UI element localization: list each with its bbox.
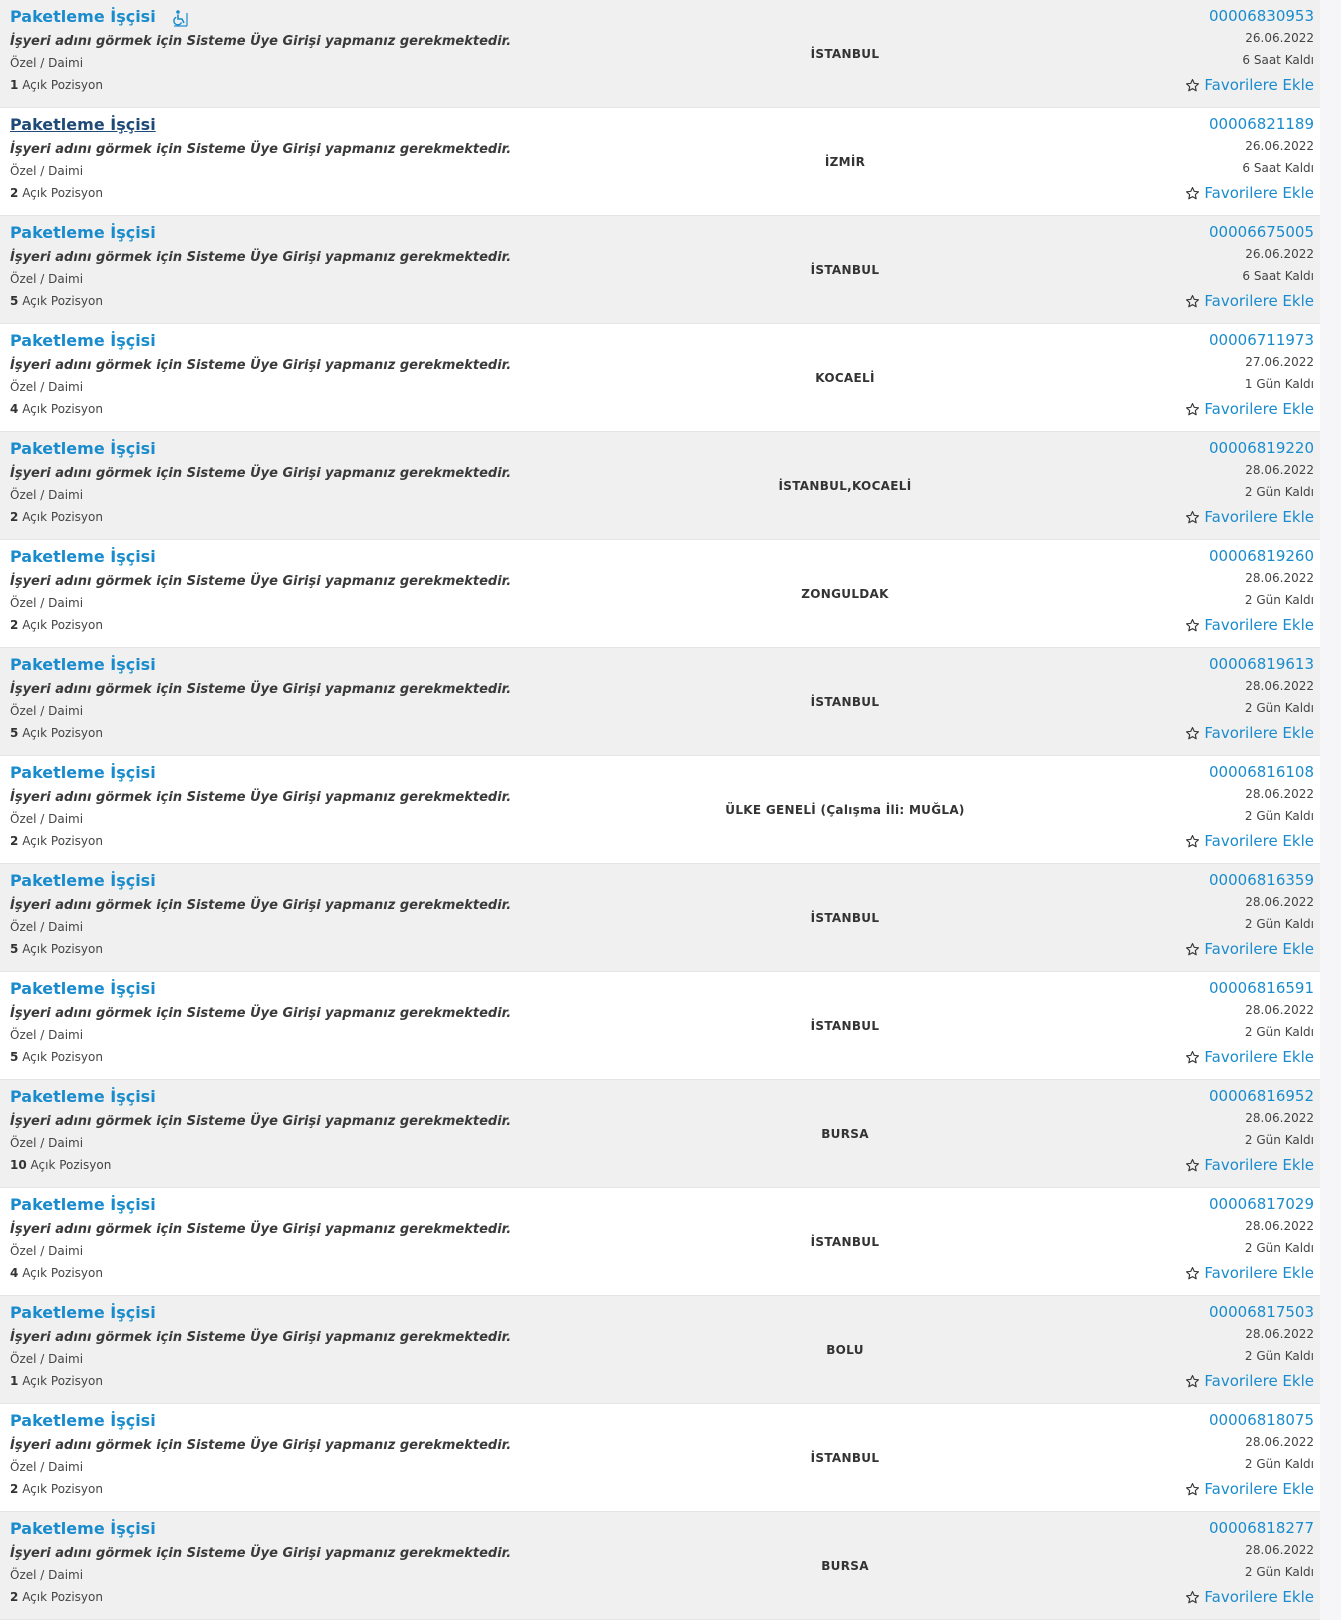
listing-id-link[interactable]: 00006819260 [1209,547,1314,565]
job-city: BURSA [821,1127,869,1141]
job-city: BOLU [826,1343,864,1357]
listing-info [10,978,730,1066]
open-positions-count: 4 [10,402,19,416]
listing-id-link[interactable]: 00006817503 [1209,1303,1314,1321]
job-listing-row [0,216,1320,324]
listing-id-link[interactable]: 00006830953 [1209,7,1314,25]
employment-type: Özel / Daimi [10,1028,84,1042]
employer-notice: İşyeri adını görmek için Sisteme Üye Girişi yapmanız gerekmektedir. [10,34,512,49]
star-outline-icon [1185,510,1200,525]
job-title-link[interactable]: Paketleme İşçisi [10,979,156,998]
open-positions-label: Açık Pozisyon [22,186,103,200]
time-remaining: 2 Gün Kaldı [1244,593,1314,607]
open-positions [10,941,730,958]
listing-date: 28.06.2022 [1245,895,1314,909]
job-city: ZONGULDAK [801,587,889,601]
listing-info [10,330,730,418]
listing-date: 28.06.2022 [1245,1111,1314,1125]
listing-meta [1094,222,1314,313]
job-listing-row [0,432,1320,540]
open-positions-count: 4 [10,1266,19,1280]
open-positions-label: Açık Pozisyon [22,402,103,416]
star-outline-icon [1185,1050,1200,1065]
add-to-favorites-label: Favorilere Ekle [1204,940,1314,958]
listing-meta [1094,438,1314,529]
add-to-favorites-label: Favorilere Ekle [1204,184,1314,202]
employer-notice: İşyeri adını görmek için Sisteme Üye Girişi yapmanız gerekmektedir. [10,682,512,697]
listing-date: 28.06.2022 [1245,1219,1314,1233]
time-remaining: 2 Gün Kaldı [1244,1133,1314,1147]
listing-date: 28.06.2022 [1245,571,1314,585]
open-positions-count: 5 [10,1050,19,1064]
listing-info [10,870,730,958]
employment-type: Özel / Daimi [10,164,84,178]
employment-type: Özel / Daimi [10,1568,84,1582]
open-positions-label: Açık Pozisyon [30,1158,112,1172]
open-positions-label: Açık Pozisyon [22,294,103,308]
add-to-favorites-label: Favorilere Ekle [1204,616,1314,634]
time-remaining: 2 Gün Kaldı [1244,1349,1314,1363]
listing-info [10,1086,730,1174]
add-to-favorites-label: Favorilere Ekle [1204,292,1314,310]
add-to-favorites-label: Favorilere Ekle [1204,1156,1314,1174]
open-positions-label: Açık Pozisyon [22,1590,103,1604]
job-title-link[interactable]: Paketleme İşçisi [10,1303,156,1322]
time-remaining: 1 Gün Kaldı [1244,377,1314,391]
time-remaining: 6 Saat Kaldı [1242,269,1314,283]
employment-type: Özel / Daimi [10,812,84,826]
open-positions-count: 2 [10,1482,19,1496]
employer-notice: İşyeri adını görmek için Sisteme Üye Girişi yapmanız gerekmektedir. [10,1546,512,1561]
job-listing-row [0,540,1320,648]
open-positions-count: 5 [10,942,19,956]
listing-meta [1094,1194,1314,1285]
job-title-link[interactable]: Paketleme İşçisi [10,1411,156,1430]
open-positions [10,1157,730,1174]
job-listing-row [0,108,1320,216]
wheelchair-icon [171,9,189,27]
add-to-favorites-label: Favorilere Ekle [1204,1372,1314,1390]
star-outline-icon [1185,186,1200,201]
time-remaining: 2 Gün Kaldı [1244,917,1314,931]
listing-date: 28.06.2022 [1245,1543,1314,1557]
star-outline-icon [1185,618,1200,633]
employment-type: Özel / Daimi [10,56,84,70]
listing-id-link[interactable]: 00006816952 [1209,1087,1314,1105]
listing-info [10,438,730,526]
job-listing-row [0,1188,1320,1296]
open-positions-count: 1 [10,78,19,92]
open-positions-count: 2 [10,1590,19,1604]
add-to-favorites-label: Favorilere Ekle [1204,76,1314,94]
employment-type: Özel / Daimi [10,1460,84,1474]
listing-id-link[interactable]: 00006675005 [1209,223,1314,241]
listing-info [10,114,730,202]
add-to-favorites-button[interactable] [1185,183,1314,204]
employer-notice: İşyeri adını görmek için Sisteme Üye Girişi yapmanız gerekmektedir. [10,1438,512,1453]
add-to-favorites-button[interactable] [1185,75,1314,96]
listing-info [10,762,730,850]
listing-id-link[interactable]: 00006816359 [1209,871,1314,889]
time-remaining: 2 Gün Kaldı [1244,1457,1314,1471]
page-background-strip [1320,0,1341,1620]
listing-id-link[interactable]: 00006819220 [1209,439,1314,457]
star-outline-icon [1185,1590,1200,1605]
job-city: İSTANBUL [810,263,880,277]
job-city: İSTANBUL [810,911,880,925]
employment-type: Özel / Daimi [10,1136,84,1150]
job-city: İSTANBUL,KOCAELİ [778,479,912,493]
listing-info [10,654,730,742]
listing-id-link[interactable]: 00006818277 [1209,1519,1314,1537]
add-to-favorites-button[interactable] [1185,831,1314,852]
open-positions [10,1589,730,1606]
employment-type: Özel / Daimi [10,1352,84,1366]
listing-info [10,1194,730,1282]
add-to-favorites-label: Favorilere Ekle [1204,832,1314,850]
employer-notice: İşyeri adını görmek için Sisteme Üye Girişi yapmanız gerekmektedir. [10,466,512,481]
employment-type: Özel / Daimi [10,596,84,610]
employment-type: Özel / Daimi [10,272,84,286]
job-title-link[interactable]: Paketleme İşçisi [10,7,156,26]
job-city: İSTANBUL [810,1019,880,1033]
listing-date: 28.06.2022 [1245,1435,1314,1449]
add-to-favorites-label: Favorilere Ekle [1204,508,1314,526]
add-to-favorites-button[interactable] [1185,1479,1314,1500]
listing-date: 26.06.2022 [1245,31,1314,45]
star-outline-icon [1185,834,1200,849]
employer-notice: İşyeri adını görmek için Sisteme Üye Girişi yapmanız gerekmektedir. [10,1006,512,1021]
job-city: BURSA [821,1559,869,1573]
job-listing-row [0,1512,1320,1620]
listing-meta [1094,1410,1314,1501]
add-to-favorites-label: Favorilere Ekle [1204,1264,1314,1282]
time-remaining: 6 Saat Kaldı [1242,53,1314,67]
add-to-favorites-label: Favorilere Ekle [1204,1588,1314,1606]
listing-info [10,1518,730,1606]
job-city: İSTANBUL [810,47,880,61]
job-listing-row [0,1296,1320,1404]
open-positions [10,293,730,310]
open-positions-label: Açık Pozisyon [22,510,103,524]
open-positions [10,1265,730,1282]
job-listing-row [0,324,1320,432]
employer-notice: İşyeri adını görmek için Sisteme Üye Girişi yapmanız gerekmektedir. [10,1330,512,1345]
add-to-favorites-button[interactable] [1185,1371,1314,1392]
open-positions-label: Açık Pozisyon [22,78,103,92]
open-positions-count: 2 [10,834,19,848]
listing-date: 28.06.2022 [1245,787,1314,801]
listing-id-link[interactable]: 00006821189 [1209,115,1314,133]
listing-meta [1094,1302,1314,1393]
open-positions [10,833,730,850]
add-to-favorites-label: Favorilere Ekle [1204,724,1314,742]
employment-type: Özel / Daimi [10,488,84,502]
open-positions-count: 5 [10,726,19,740]
add-to-favorites-button[interactable] [1185,615,1314,636]
open-positions-label: Açık Pozisyon [22,1482,103,1496]
open-positions [10,401,730,418]
add-to-favorites-label: Favorilere Ekle [1204,400,1314,418]
open-positions [10,617,730,634]
employer-notice: İşyeri adını görmek için Sisteme Üye Girişi yapmanız gerekmektedir. [10,898,512,913]
open-positions [10,185,730,202]
star-outline-icon [1185,402,1200,417]
listing-meta [1094,654,1314,745]
job-title-link[interactable]: Paketleme İşçisi [10,655,156,674]
listing-meta [1094,1086,1314,1177]
open-positions-label: Açık Pozisyon [22,1266,103,1280]
listing-date: 28.06.2022 [1245,1327,1314,1341]
listing-info [10,1302,730,1390]
add-to-favorites-button[interactable] [1185,507,1314,528]
job-listing-row [0,972,1320,1080]
open-positions-label: Açık Pozisyon [22,1050,103,1064]
job-city: İZMİR [824,155,866,169]
time-remaining: 6 Saat Kaldı [1242,161,1314,175]
open-positions-count: 2 [10,510,19,524]
listing-date: 26.06.2022 [1245,247,1314,261]
listing-id-link[interactable]: 00006817029 [1209,1195,1314,1213]
job-title-link[interactable]: Paketleme İşçisi [10,547,156,566]
add-to-favorites-button[interactable] [1185,1263,1314,1284]
listing-id-link[interactable]: 00006816591 [1209,979,1314,997]
employment-type: Özel / Daimi [10,1244,84,1258]
listing-date: 28.06.2022 [1245,463,1314,477]
job-listing-row [0,756,1320,864]
job-city: ÜLKE GENELİ (Çalışma İli: MUĞLA) [725,803,965,817]
star-outline-icon [1185,1158,1200,1173]
job-listing-row [0,648,1320,756]
employer-notice: İşyeri adını görmek için Sisteme Üye Girişi yapmanız gerekmektedir. [10,1114,512,1129]
listing-date: 27.06.2022 [1245,355,1314,369]
star-outline-icon [1185,1266,1200,1281]
time-remaining: 2 Gün Kaldı [1244,1565,1314,1579]
job-title-link[interactable]: Paketleme İşçisi [10,1087,156,1106]
employer-notice: İşyeri adını görmek için Sisteme Üye Girişi yapmanız gerekmektedir. [10,790,512,805]
star-outline-icon [1185,294,1200,309]
add-to-favorites-button[interactable] [1185,723,1314,744]
listing-id-link[interactable]: 00006816108 [1209,763,1314,781]
job-title-link[interactable]: Paketleme İşçisi [10,223,156,242]
job-title-link[interactable]: Paketleme İşçisi [10,1519,156,1538]
open-positions-count: 2 [10,186,19,200]
open-positions [10,1049,730,1066]
listing-meta [1094,978,1314,1069]
listing-date: 26.06.2022 [1245,139,1314,153]
employer-notice: İşyeri adını görmek için Sisteme Üye Girişi yapmanız gerekmektedir. [10,1222,512,1237]
listing-meta [1094,330,1314,421]
job-listing-row [0,1080,1320,1188]
star-outline-icon [1185,726,1200,741]
add-to-favorites-button[interactable] [1185,291,1314,312]
star-outline-icon [1185,1374,1200,1389]
employment-type: Özel / Daimi [10,920,84,934]
job-title-link[interactable]: Paketleme İşçisi [10,331,156,350]
job-title-link[interactable]: Paketleme İşçisi [10,1195,156,1214]
employment-type: Özel / Daimi [10,704,84,718]
open-positions-count: 1 [10,1374,19,1388]
star-outline-icon [1185,78,1200,93]
job-title-link[interactable]: Paketleme İşçisi [10,763,156,782]
job-listing-row [0,1404,1320,1512]
open-positions-label: Açık Pozisyon [22,834,103,848]
add-to-favorites-label: Favorilere Ekle [1204,1480,1314,1498]
listing-info [10,546,730,634]
employment-type: Özel / Daimi [10,380,84,394]
listing-meta [1094,114,1314,205]
listing-info [10,222,730,310]
listing-meta [1094,762,1314,853]
job-city: İSTANBUL [810,1235,880,1249]
job-listing-row [0,864,1320,972]
job-city: KOCAELİ [815,371,875,385]
add-to-favorites-button[interactable] [1185,939,1314,960]
listing-id-link[interactable]: 00006711973 [1209,331,1314,349]
listing-id-link[interactable]: 00006819613 [1209,655,1314,673]
star-outline-icon [1185,942,1200,957]
job-title-link[interactable]: Paketleme İşçisi [10,115,156,134]
job-title-link[interactable]: Paketleme İşçisi [10,439,156,458]
listing-meta [1094,6,1314,97]
employer-notice: İşyeri adını görmek için Sisteme Üye Girişi yapmanız gerekmektedir. [10,250,512,265]
open-positions [10,77,730,94]
open-positions-count: 2 [10,618,19,632]
employer-notice: İşyeri adını görmek için Sisteme Üye Girişi yapmanız gerekmektedir. [10,142,512,157]
listing-info [10,6,730,94]
time-remaining: 2 Gün Kaldı [1244,701,1314,715]
open-positions [10,1373,730,1390]
open-positions [10,509,730,526]
open-positions [10,1481,730,1498]
listing-date: 28.06.2022 [1245,1003,1314,1017]
listing-info [10,1410,730,1498]
job-title-link[interactable]: Paketleme İşçisi [10,871,156,890]
open-positions [10,725,730,742]
star-outline-icon [1185,1482,1200,1497]
job-city: İSTANBUL [810,1451,880,1465]
add-to-favorites-button[interactable] [1185,1587,1314,1608]
job-city: İSTANBUL [810,695,880,709]
time-remaining: 2 Gün Kaldı [1244,485,1314,499]
employer-notice: İşyeri adını görmek için Sisteme Üye Girişi yapmanız gerekmektedir. [10,358,512,373]
open-positions-label: Açık Pozisyon [22,726,103,740]
time-remaining: 2 Gün Kaldı [1244,809,1314,823]
add-to-favorites-label: Favorilere Ekle [1204,1048,1314,1066]
listing-date: 28.06.2022 [1245,679,1314,693]
open-positions-count: 5 [10,294,19,308]
time-remaining: 2 Gün Kaldı [1244,1241,1314,1255]
add-to-favorites-button[interactable] [1185,399,1314,420]
add-to-favorites-button[interactable] [1185,1155,1314,1176]
listing-meta [1094,1518,1314,1609]
open-positions-label: Açık Pozisyon [22,942,103,956]
open-positions-label: Açık Pozisyon [22,1374,103,1388]
job-listing-row [0,0,1320,108]
add-to-favorites-button[interactable] [1185,1047,1314,1068]
employer-notice: İşyeri adını görmek için Sisteme Üye Girişi yapmanız gerekmektedir. [10,574,512,589]
listing-meta [1094,870,1314,961]
listing-id-link[interactable]: 00006818075 [1209,1411,1314,1429]
listing-meta [1094,546,1314,637]
time-remaining: 2 Gün Kaldı [1244,1025,1314,1039]
open-positions-count: 10 [10,1158,27,1172]
open-positions-label: Açık Pozisyon [22,618,103,632]
